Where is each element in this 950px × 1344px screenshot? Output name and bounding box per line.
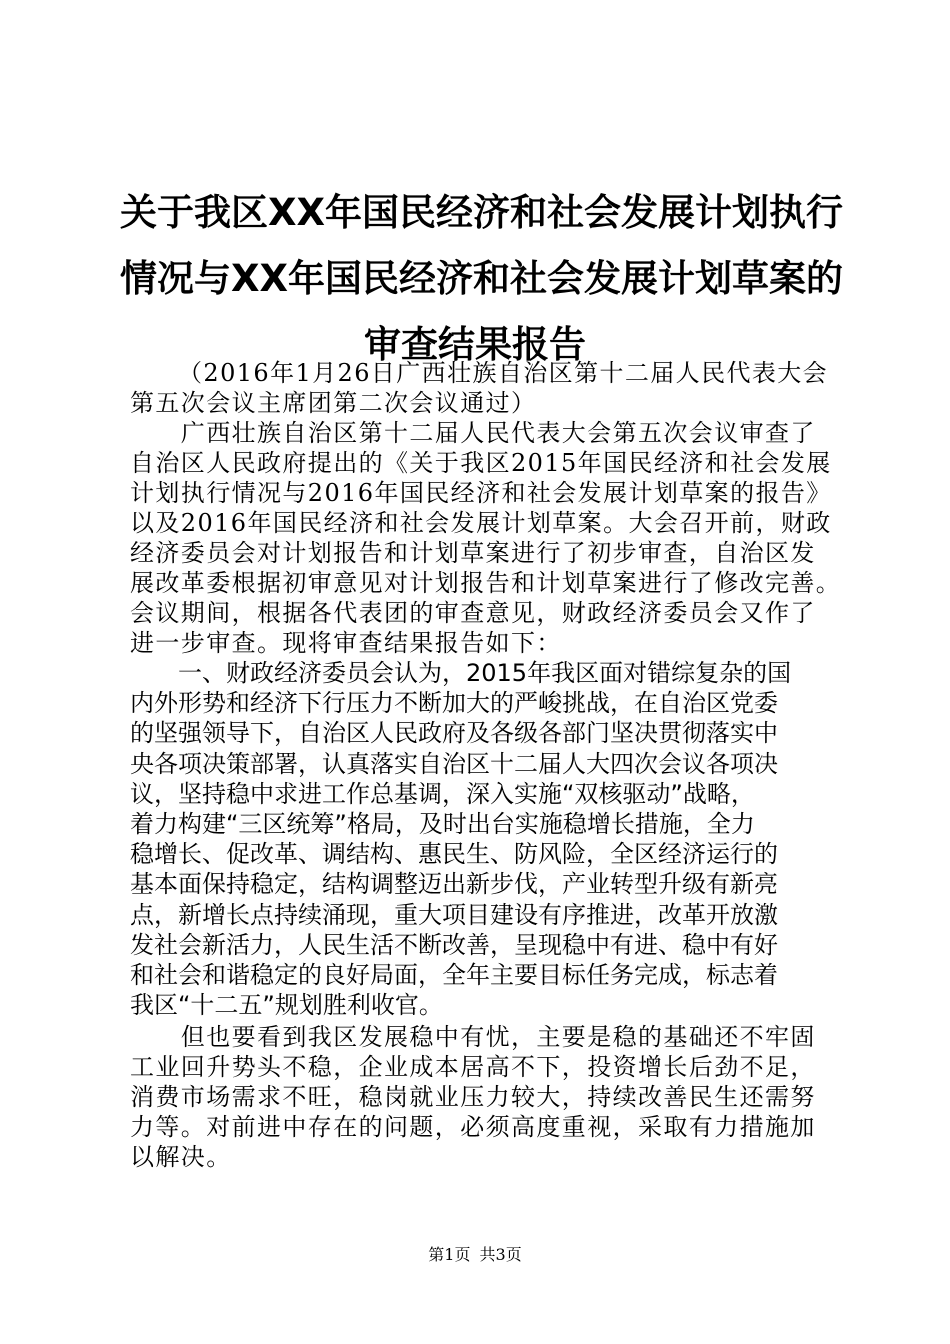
subtitle-line-1: （2016年1月26日广西壮族自治区第十二届人民代表大会 bbox=[178, 359, 829, 387]
section-2-line-4: 力等。对前进中存在的问题，必须高度重视，采取有力措施加 bbox=[130, 1113, 816, 1142]
document-body bbox=[130, 358, 842, 1172]
section-2-line-3: 消费市场需求不旺，稳岗就业压力较大，持续改善民生还需努 bbox=[130, 1083, 816, 1112]
section-1-line-7: 稳增长、促改革、调结构、惠民生、防风险，全区经济运行的 bbox=[130, 840, 778, 869]
section-2-line-5: 以解决。 bbox=[130, 1143, 232, 1172]
section-1-line-11: 和社会和谐稳定的良好局面，全年主要目标任务完成，标志着 bbox=[130, 961, 778, 990]
title-line-2: 情况与XX年国民经济和社会发展计划草案的 bbox=[120, 257, 844, 300]
section-1-paragraph bbox=[130, 658, 835, 1020]
section-1-line-12: 我区“十二五”规划胜利收官。 bbox=[130, 991, 443, 1020]
intro-paragraph bbox=[130, 418, 842, 658]
section-2-paragraph bbox=[130, 1022, 835, 1172]
intro-line-3: 计划执行情况与2016年国民经济和社会发展计划草案的报告》 bbox=[130, 479, 832, 507]
subtitle-paragraph bbox=[130, 358, 835, 418]
section-1-line-8: 基本面保持稳定，结构调整迈出新步伐，产业转型升级有新亮 bbox=[130, 870, 778, 899]
section-1-line-4: 央各项决策部署，认真落实自治区十二届人大四次会议各项决 bbox=[130, 749, 778, 778]
section-1-line-6: 着力构建“三区统筹”格局，及时出台实施稳增长措施，全力 bbox=[130, 810, 755, 839]
section-1-line-2: 内外形势和经济下行压力不断加大的严峻挑战，在自治区党委 bbox=[130, 689, 778, 718]
intro-line-4: 以及2016年国民经济和社会发展计划草案。大会召开前，财政 bbox=[130, 509, 832, 537]
subtitle-line-2: 第五次会议主席团第二次会议通过） bbox=[130, 389, 537, 417]
section-1-line-10: 发社会新活力，人民生活不断改善，呈现稳中有进、稳中有好 bbox=[130, 930, 778, 959]
page-footer bbox=[0, 1244, 950, 1266]
section-2-line-1: 但也要看到我区发展稳中有忧，主要是稳的基础还不牢固 bbox=[130, 1023, 816, 1052]
page-number-current: 第1页 bbox=[428, 1245, 471, 1264]
intro-line-8: 进一步审查。现将审查结果报告如下： bbox=[130, 629, 562, 657]
document-title bbox=[120, 180, 844, 378]
section-1-line-9: 点，新增长点持续涌现，重大项目建设有序推进，改革开放激 bbox=[130, 900, 778, 929]
title-line-3: 审查结果报告 bbox=[364, 323, 586, 366]
title-line-1: 关于我区XX年国民经济和社会发展计划执行 bbox=[120, 191, 844, 234]
intro-line-5: 经济委员会对计划报告和计划草案进行了初步审查，自治区发 bbox=[130, 539, 816, 567]
intro-line-2: 自治区人民政府提出的《关于我区2015年国民经济和社会发展 bbox=[130, 449, 832, 477]
intro-line-6: 展改革委根据初审意见对计划报告和计划草案进行了修改完善。 bbox=[130, 569, 842, 597]
section-1-line-1: 一、财政经济委员会认为，2015年我区面对错综复杂的国 bbox=[130, 659, 792, 687]
section-1-line-3: 的坚强领导下，自治区人民政府及各级各部门坚决贯彻落实中 bbox=[130, 719, 778, 748]
section-2-line-2: 工业回升势头不稳，企业成本居高不下，投资增长后劲不足， bbox=[130, 1053, 816, 1082]
intro-line-7: 会议期间，根据各代表团的审查意见，财政经济委员会又作了 bbox=[130, 599, 816, 627]
page-number-total: 共3页 bbox=[479, 1245, 522, 1264]
intro-line-1: 广西壮族自治区第十二届人民代表大会第五次会议审查了 bbox=[130, 419, 816, 447]
section-1-line-5: 议，坚持稳中求进工作总基调，深入实施“双核驱动”战略， bbox=[130, 779, 755, 808]
